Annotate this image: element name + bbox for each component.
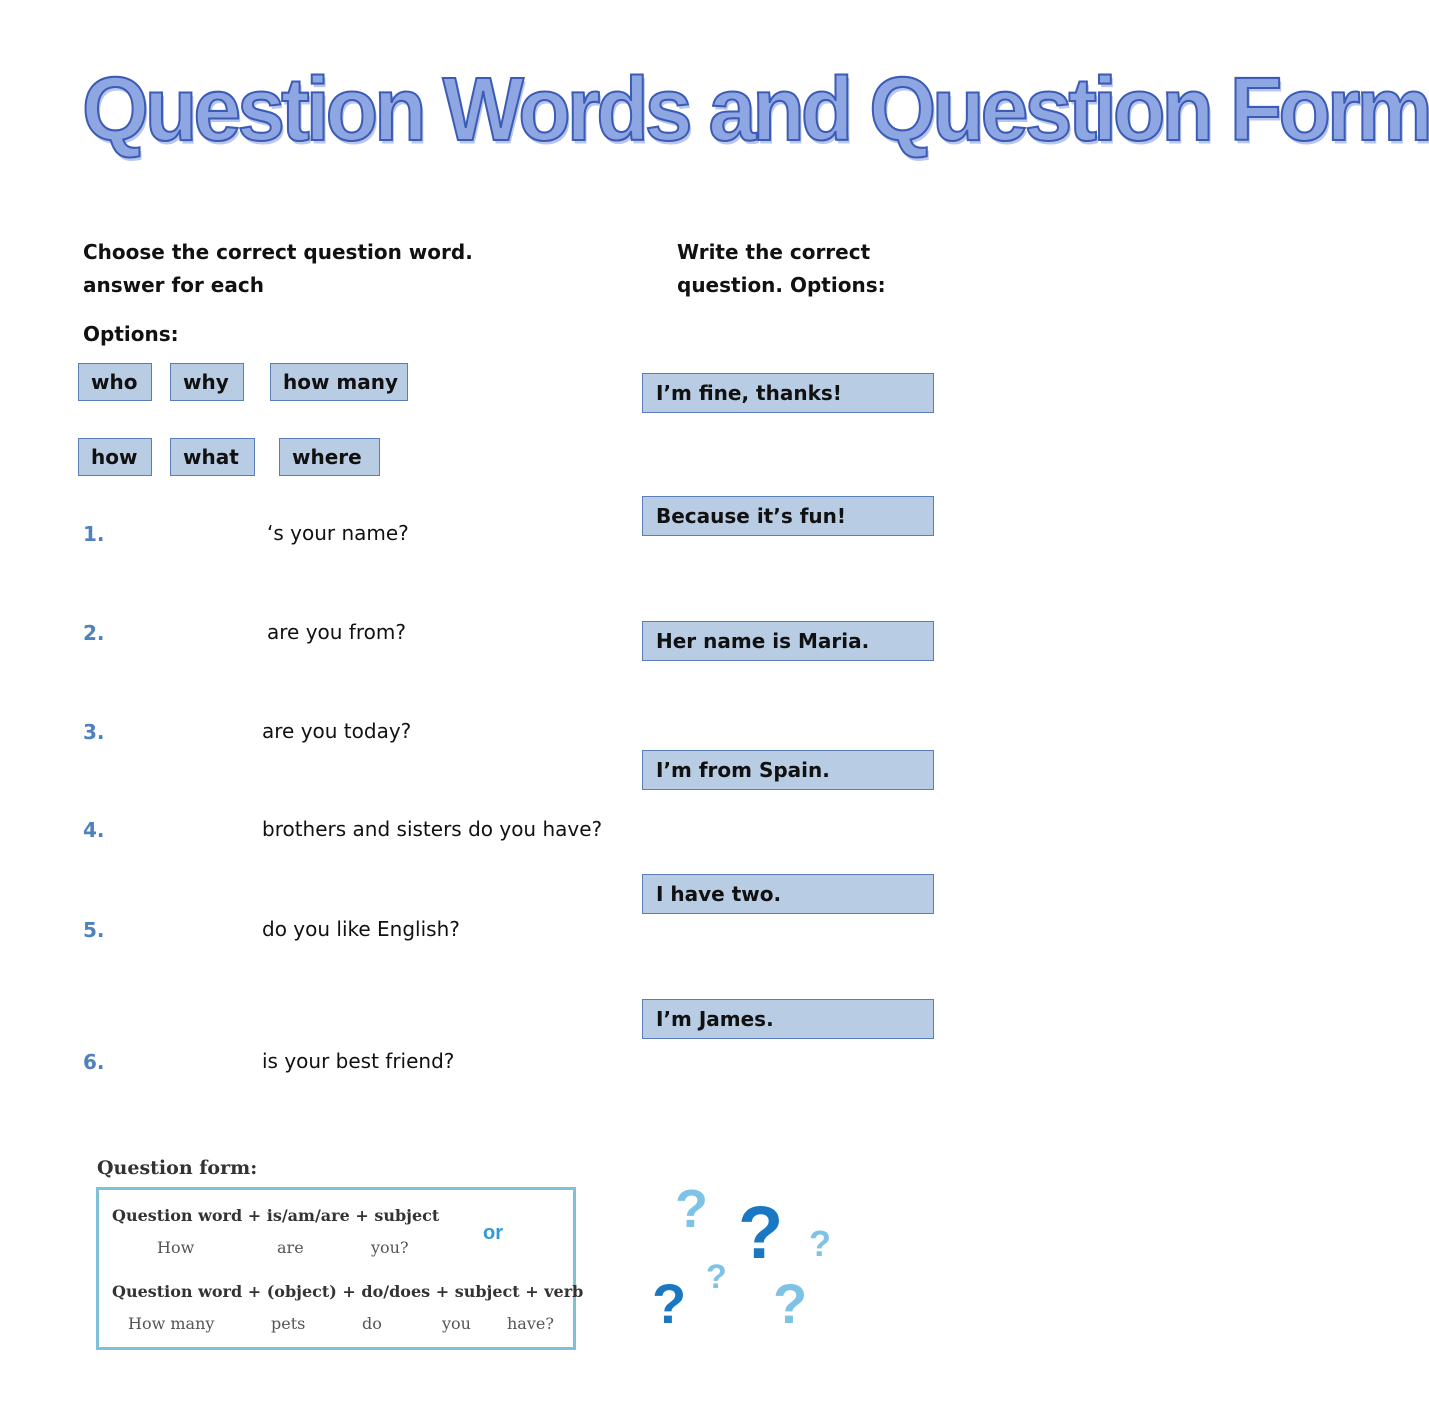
formula-part: do/does (361, 1282, 431, 1301)
formula-row-2 (112, 1282, 583, 1301)
formula-part: Question word (112, 1206, 243, 1225)
question-text: is your best friend? (262, 1049, 455, 1073)
example-word: pets (271, 1314, 306, 1333)
option-chip-why[interactable]: why (170, 363, 244, 401)
question-number: 1. (83, 522, 105, 546)
question-text: do you like English? (262, 917, 460, 941)
question-mark-icon: ? (652, 1272, 687, 1335)
formula-plus: + (355, 1206, 369, 1225)
answer-box: Because it’s fun! (642, 496, 934, 536)
formula-row-1 (112, 1206, 439, 1225)
answer-box: I’m James. (642, 999, 934, 1039)
example-word: are (277, 1238, 304, 1257)
right-instructions (677, 236, 886, 302)
answer-box: I have two. (642, 874, 934, 914)
question-text: ‘s your name? (267, 521, 409, 545)
question-number: 5. (83, 918, 105, 942)
question-form-title: Question form: (97, 1157, 258, 1179)
formula-plus: + (525, 1282, 539, 1301)
question-number: 6. (83, 1050, 105, 1074)
answer-box: I’m from Spain. (642, 750, 934, 790)
formula-part: subject (374, 1206, 440, 1225)
question-mark-icon: ? (675, 1179, 708, 1239)
example-word: you? (371, 1238, 409, 1257)
question-text: brothers and sisters do you have? (262, 817, 603, 841)
question-mark-icon: ? (706, 1258, 727, 1296)
question-number: 2. (83, 621, 105, 645)
formula-part: subject (454, 1282, 520, 1301)
formula-part: Question word (112, 1282, 243, 1301)
instruction-line: Choose the correct question word. (83, 240, 473, 264)
instruction-line: answer for each (83, 273, 264, 297)
option-chip-where[interactable]: where (279, 438, 380, 476)
example-word: you (442, 1314, 471, 1333)
option-chip-who[interactable]: who (78, 363, 152, 401)
question-text: are you today? (262, 719, 412, 743)
left-instructions (83, 236, 473, 302)
formula-plus: + (247, 1282, 262, 1301)
option-chip-what[interactable]: what (170, 438, 255, 476)
worksheet-title: Question Words and Question Form (82, 59, 1429, 161)
or-label: or (483, 1222, 503, 1244)
option-chip-how-many[interactable]: how many (270, 363, 408, 401)
example-word: How many (128, 1314, 215, 1333)
question-mark-icon: ? (738, 1191, 784, 1274)
question-number: 4. (83, 818, 105, 842)
option-chip-how[interactable]: how (78, 438, 152, 476)
options-label: Options: (83, 322, 179, 346)
answer-box: Her name is Maria. (642, 621, 934, 661)
example-word: do (362, 1314, 382, 1333)
question-text: are you from? (267, 620, 406, 644)
question-mark-icon: ? (809, 1223, 831, 1264)
formula-part: verb (544, 1282, 584, 1301)
example-word: How (157, 1238, 195, 1257)
formula-plus: + (342, 1282, 356, 1301)
example-word: have? (507, 1314, 554, 1333)
question-mark-icon: ? (773, 1272, 808, 1335)
formula-part: is/am/are (266, 1206, 350, 1225)
formula-plus: + (247, 1206, 262, 1225)
answer-box: I’m fine, thanks! (642, 373, 934, 413)
instruction-line: question. Options: (677, 273, 886, 297)
formula-part: (object) (266, 1282, 337, 1301)
question-number: 3. (83, 720, 105, 744)
instruction-line: Write the correct (677, 240, 871, 264)
formula-plus: + (435, 1282, 450, 1301)
